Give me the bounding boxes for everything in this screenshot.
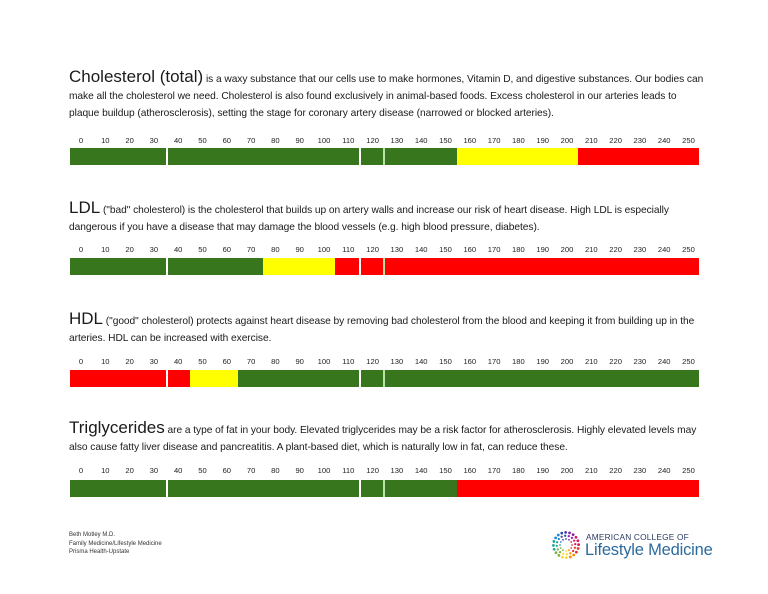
tick-label: 210 [584, 136, 598, 145]
total-cholesterol-range-bar [70, 148, 699, 165]
range-segment-high [578, 148, 699, 165]
bar-divider [359, 480, 361, 497]
tick-label: 70 [246, 136, 256, 145]
tick-label: 40 [173, 245, 183, 254]
scale-ticks [69, 245, 709, 257]
bar-divider [383, 258, 385, 275]
tick-label: 220 [609, 245, 622, 254]
tick-label: 180 [512, 466, 525, 475]
tick-label: 220 [609, 466, 622, 475]
tick-label: 240 [657, 245, 671, 254]
tick-label: 230 [633, 466, 647, 475]
tick-label: 170 [487, 245, 501, 254]
tick-label: 110 [342, 136, 355, 145]
tick-label: 60 [222, 466, 232, 475]
tick-label: 80 [271, 136, 280, 145]
tick-label: 60 [222, 245, 232, 254]
tick-label: 90 [295, 136, 304, 145]
tick-label: 160 [463, 136, 477, 145]
ldl-range-bar [70, 258, 699, 275]
tick-label: 100 [317, 357, 331, 366]
hdl-title: HDL [69, 309, 104, 328]
bar-divider [359, 370, 361, 387]
tick-label: 190 [536, 357, 550, 366]
tick-label: 170 [487, 357, 501, 366]
section-total-cholesterol [69, 67, 709, 145]
tick-label: 160 [463, 245, 477, 254]
tick-label: 70 [246, 466, 256, 475]
tick-label: 30 [149, 136, 159, 145]
logo-main-line: Lifestyle Medicine [585, 541, 713, 559]
bar-divider [166, 258, 168, 275]
tick-label: 20 [125, 136, 134, 145]
tick-label: 0 [78, 466, 84, 475]
tick-label: 200 [560, 466, 574, 475]
tick-label: 120 [366, 245, 379, 254]
tick-label: 220 [609, 136, 622, 145]
tick-label: 200 [560, 136, 574, 145]
scale-ticks [69, 466, 709, 478]
section-ldl [69, 198, 709, 254]
tick-label: 80 [271, 466, 280, 475]
triglycerides-title: Triglycerides [69, 418, 165, 437]
tick-label: 10 [101, 245, 110, 254]
tick-label: 120 [366, 357, 379, 366]
tick-label: 160 [463, 466, 477, 475]
bar-divider [166, 370, 168, 387]
author-credit [69, 531, 162, 557]
tick-label: 110 [342, 245, 355, 254]
tick-label: 30 [149, 466, 159, 475]
range-segment-borderline [263, 258, 336, 275]
tick-label: 50 [198, 136, 207, 145]
tick-label: 50 [198, 245, 207, 254]
bar-divider [166, 148, 168, 165]
section-hdl [69, 309, 709, 366]
tick-label: 100 [317, 466, 331, 475]
tick-label: 240 [657, 466, 671, 475]
tick-label: 130 [390, 245, 404, 254]
tick-label: 160 [463, 357, 477, 366]
bar-divider [383, 148, 385, 165]
tick-label: 100 [317, 245, 331, 254]
tick-label: 250 [682, 466, 695, 475]
logo-top-line: AMERICAN COLLEGE OF [586, 532, 689, 542]
triglycerides-range-bar [70, 480, 699, 497]
total-cholesterol-title: Cholesterol (total) [69, 67, 204, 86]
tick-label: 20 [125, 466, 134, 475]
bar-divider [359, 148, 361, 165]
logo-circle-icon [552, 531, 580, 559]
tick-label: 120 [366, 466, 379, 475]
tick-label: 190 [536, 136, 550, 145]
tick-label: 80 [271, 357, 280, 366]
tick-label: 60 [222, 136, 232, 145]
tick-label: 0 [78, 245, 84, 254]
tick-label: 90 [295, 245, 304, 254]
tick-label: 230 [633, 357, 647, 366]
section-triglycerides [69, 418, 709, 475]
tick-label: 90 [295, 357, 304, 366]
tick-label: 130 [390, 357, 404, 366]
tick-label: 10 [101, 466, 110, 475]
tick-label: 180 [512, 357, 525, 366]
tick-label: 120 [366, 136, 379, 145]
range-segment-normal [70, 480, 457, 497]
tick-label: 10 [101, 136, 110, 145]
tick-label: 140 [414, 136, 428, 145]
range-segment-good [238, 370, 699, 387]
tick-label: 30 [149, 357, 159, 366]
bar-divider [359, 258, 361, 275]
hdl-range-bar [70, 370, 699, 387]
tick-label: 180 [512, 136, 525, 145]
tick-label: 220 [609, 357, 622, 366]
tick-label: 210 [584, 245, 598, 254]
ldl-title: LDL [69, 198, 101, 217]
range-segment-low [70, 370, 190, 387]
tick-label: 140 [414, 245, 428, 254]
tick-label: 90 [295, 466, 304, 475]
tick-label: 110 [342, 357, 355, 366]
tick-label: 100 [317, 136, 331, 145]
tick-label: 80 [271, 245, 280, 254]
tick-label: 40 [173, 466, 183, 475]
tick-label: 190 [536, 245, 550, 254]
tick-label: 240 [657, 357, 671, 366]
range-segment-borderline [457, 148, 578, 165]
tick-label: 10 [101, 357, 110, 366]
tick-label: 20 [125, 357, 134, 366]
bar-divider [166, 480, 168, 497]
tick-label: 130 [390, 466, 404, 475]
tick-label: 210 [584, 466, 598, 475]
tick-label: 0 [78, 357, 84, 366]
tick-label: 50 [198, 357, 207, 366]
tick-label: 150 [439, 136, 452, 145]
tick-label: 70 [246, 357, 256, 366]
tick-label: 140 [414, 357, 428, 366]
tick-label: 110 [342, 466, 355, 475]
total-cholesterol-description: Cholesterol (total) is a waxy substance that our cells use to make hormones, Vitamin D, and digestive substances. Our bodies can make all the cholesterol we need. Cholesterol is also found exclusively in animal-based foods. Excess cholesterol in our arteries leads to plaque buildup (atherosclerosis), setting the stage for coronary artery disease (narrowed or blocked arteries). [69, 67, 704, 119]
tick-label: 60 [222, 357, 232, 366]
tick-label: 250 [682, 136, 695, 145]
tick-label: 40 [173, 136, 183, 145]
tick-label: 200 [560, 357, 574, 366]
range-segment-high [335, 258, 699, 275]
tick-label: 40 [173, 357, 183, 366]
tick-label: 130 [390, 136, 404, 145]
hdl-description: HDL ("good" cholesterol) protects against heart disease by removing bad cholesterol from the blood and keeping it from building up in the arteries. HDL can be increased with exercise. [69, 309, 695, 344]
tick-label: 170 [487, 466, 501, 475]
aclm-logo [552, 529, 722, 565]
range-segment-high [457, 480, 699, 497]
tick-label: 0 [78, 136, 84, 145]
tick-label: 190 [536, 466, 550, 475]
author-organization: Prisma Health-Upstate [69, 549, 130, 555]
scale-ticks [69, 136, 709, 148]
tick-label: 20 [125, 245, 134, 254]
bar-divider [383, 480, 385, 497]
scale-ticks [69, 357, 709, 369]
bar-divider [383, 370, 385, 387]
ldl-description: LDL ("bad" cholesterol) is the cholesterol that builds up on artery walls and increase our risk of heart disease. High LDL is especially dangerous if you have a disease that may damage the blood vessels (e.g. high blood pressure, diabetes). [69, 198, 669, 233]
tick-label: 200 [560, 245, 574, 254]
tick-label: 250 [682, 245, 695, 254]
tick-label: 140 [414, 466, 428, 475]
tick-label: 180 [512, 245, 525, 254]
range-segment-borderline [190, 370, 238, 387]
range-segment-desirable [70, 148, 457, 165]
tick-label: 150 [439, 466, 452, 475]
triglycerides-description: Triglycerides are a type of fat in your body. Elevated triglycerides may be a risk factor for atherosclerosis. Highly elevated levels may also cause fatty liver disease and pancreatitis. A plant-based diet, which is naturally low in fat, can reduce these. [69, 418, 697, 453]
author-specialty: Family Medicine/Lifestyle Medicine [69, 540, 162, 547]
tick-label: 50 [198, 466, 207, 475]
tick-label: 150 [439, 245, 452, 254]
author-name: Beth Motley M.D. [69, 532, 116, 538]
tick-label: 230 [633, 136, 647, 145]
tick-label: 250 [682, 357, 695, 366]
tick-label: 70 [246, 245, 256, 254]
tick-label: 170 [487, 136, 501, 145]
tick-label: 150 [439, 357, 452, 366]
tick-label: 240 [657, 136, 671, 145]
tick-label: 230 [633, 245, 647, 254]
tick-label: 30 [149, 245, 159, 254]
tick-label: 210 [584, 357, 598, 366]
